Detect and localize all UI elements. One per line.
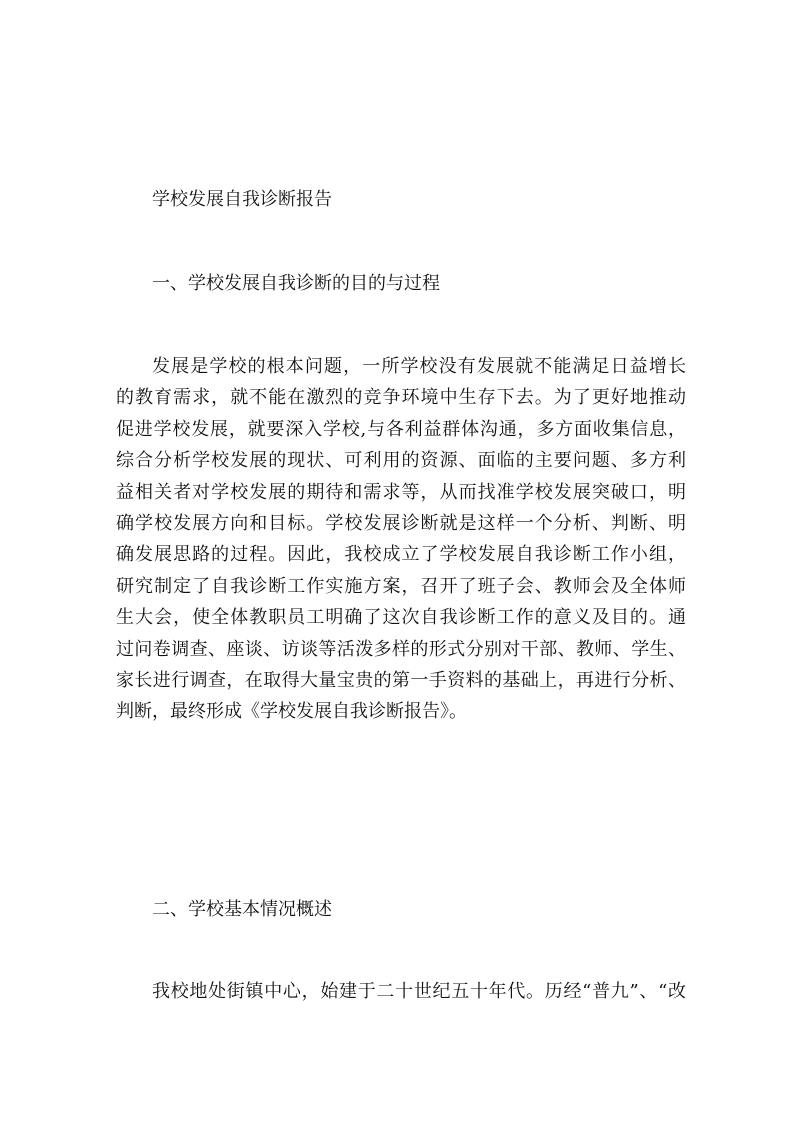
paragraph-line: 发展是学校的根本问题，一所学校没有发展就不能满足日益增长 [152, 356, 686, 377]
paragraph-line: 确学校发展方向和目标。学校发展诊断就是这样一个分析、判断、明 [116, 512, 686, 534]
paragraph-line: 的教育需求，就不能在激烈的竞争环境中生存下去。为了更好地推动 [116, 387, 686, 409]
paragraph-line: 判断，最终形成《学校发展自我诊断报告》。 [116, 701, 467, 723]
paragraph-school-overview [116, 976, 686, 1007]
paragraph-line: 促进学校发展，就要深入学校,与各利益群体沟通，多方面收集信息， [116, 418, 686, 440]
paragraph-line: 益相关者对学校发展的期待和需求等，从而找准学校发展突破口，明 [116, 481, 686, 503]
paragraph-line: 确发展思路的过程。因此，我校成立了学校发展自我诊断工作小组， [116, 544, 686, 566]
document-title: 学校发展自我诊断报告 [152, 189, 332, 210]
paragraph-line: 过问卷调查、座谈、访谈等活泼多样的形式分别对干部、教师、学生、 [116, 638, 686, 660]
paragraph-line: 我校地处街镇中心，始建于二十世纪五十年代。历经“普九”、“改 [152, 981, 686, 1002]
section-heading-overview: 二、学校基本情况概述 [152, 899, 332, 920]
paragraph-line: 家长进行调查，在取得大量宝贵的第一手资料的基础上，再进行分析、 [116, 669, 686, 691]
paragraph-purpose-process [116, 351, 686, 728]
section-heading-purpose: 一、学校发展自我诊断的目的与过程 [152, 273, 440, 294]
paragraph-line: 生大会，使全体教职员工明确了这次自我诊断工作的意义及目的。通 [116, 607, 686, 629]
paragraph-line: 研究制定了自我诊断工作实施方案，召开了班子会、教师会及全体师 [116, 575, 686, 597]
paragraph-line: 综合分析学校发展的现状、可利用的资源、面临的主要问题、多方利 [116, 450, 686, 472]
